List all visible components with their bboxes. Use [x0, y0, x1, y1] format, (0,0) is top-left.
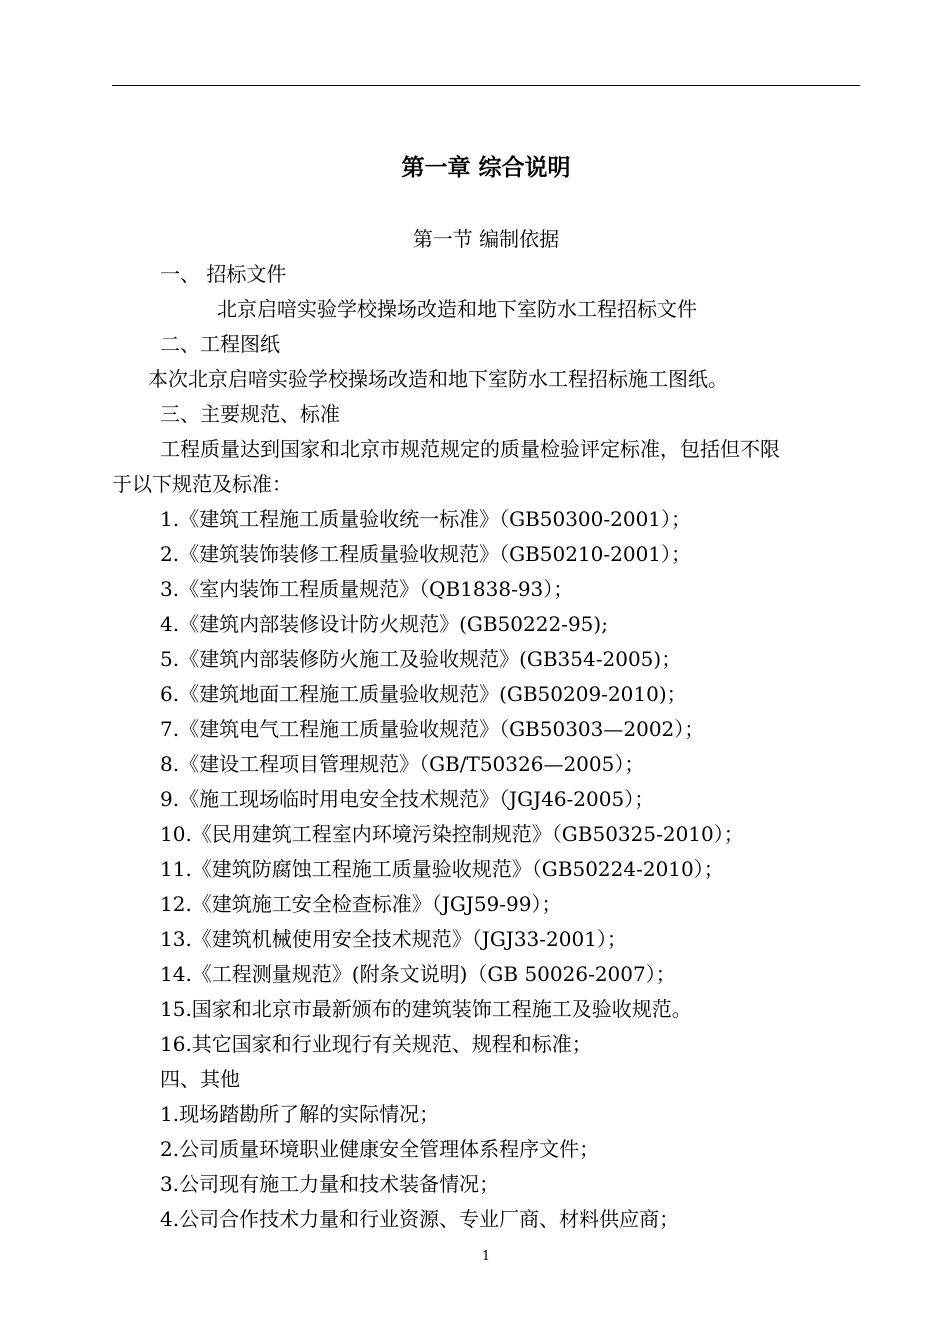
standard-item: 8.《建设工程项目管理规范》（GB/T50326—2005）； [160, 752, 645, 776]
standard-item: 9.《施工现场临时用电安全技术规范》（JGJ46-2005）； [160, 787, 655, 811]
heading-standards: 三、主要规范、标准 [160, 402, 340, 426]
standards-intro-line2: 于以下规范及标准： [112, 472, 292, 496]
tender-text: 北京启喑实验学校操场改造和地下室防水工程招标文件 [217, 297, 697, 321]
standard-item: 3.《室内装饰工程质量规范》（QB1838-93）； [160, 577, 574, 601]
other-item: 2.公司质量环境职业健康安全管理体系程序文件； [160, 1137, 600, 1161]
standard-item: 5.《建筑内部装修防火施工及验收规范》(GB354-2005)； [160, 647, 682, 671]
heading-tender: 一、 招标文件 [160, 262, 287, 286]
page-number: 1 [481, 1249, 491, 1264]
standard-item: 14.《工程测量规范》(附条文说明)（GB 50026-2007）； [160, 962, 676, 986]
standard-item: 6.《建筑地面工程施工质量验收规范》(GB50209-2010)； [160, 682, 687, 706]
standard-item: 4.《建筑内部装修设计防火规范》(GB50222-95); [160, 612, 608, 636]
section-title: 第一节 编制依据 [412, 227, 560, 251]
standard-item: 16.其它国家和行业现行有关规范、规程和标准； [160, 1032, 592, 1056]
standard-item: 12.《建筑施工安全检查标准》（JGJ59-99）； [160, 892, 562, 916]
standard-item: 15.国家和北京市最新颁布的建筑装饰工程施工及验收规范。 [160, 997, 692, 1021]
other-item: 3.公司现有施工力量和技术装备情况； [160, 1172, 500, 1196]
header-rule [112, 85, 860, 86]
standards-intro-line1: 工程质量达到国家和北京市规范规定的质量检验评定标准，包括但不限 [160, 437, 780, 461]
standard-item: 10.《民用建筑工程室内环境污染控制规范》（GB50325-2010）； [160, 822, 744, 846]
standard-item: 7.《建筑电气工程施工质量验收规范》（GB50303—2002）； [160, 717, 705, 741]
standard-item: 13.《建筑机械使用安全技术规范》（JGJ33-2001）； [160, 927, 627, 951]
drawings-text: 本次北京启喑实验学校操场改造和地下室防水工程招标施工图纸。 [148, 367, 728, 391]
chapter-title: 第一章 综合说明 [401, 154, 571, 181]
heading-other: 四、其他 [160, 1067, 240, 1091]
heading-drawings: 二、工程图纸 [160, 332, 280, 356]
standard-item: 2.《建筑装饰装修工程质量验收规范》（GB50210-2001）； [160, 542, 692, 566]
other-item: 1.现场踏勘所了解的实际情况； [160, 1102, 440, 1126]
standard-item: 11.《建筑防腐蚀工程施工质量验收规范》（GB50224-2010）； [160, 857, 724, 881]
other-item: 4.公司合作技术力量和行业资源、专业厂商、材料供应商； [160, 1207, 680, 1231]
standard-item: 1.《建筑工程施工质量验收统一标准》（GB50300-2001）； [160, 507, 692, 531]
